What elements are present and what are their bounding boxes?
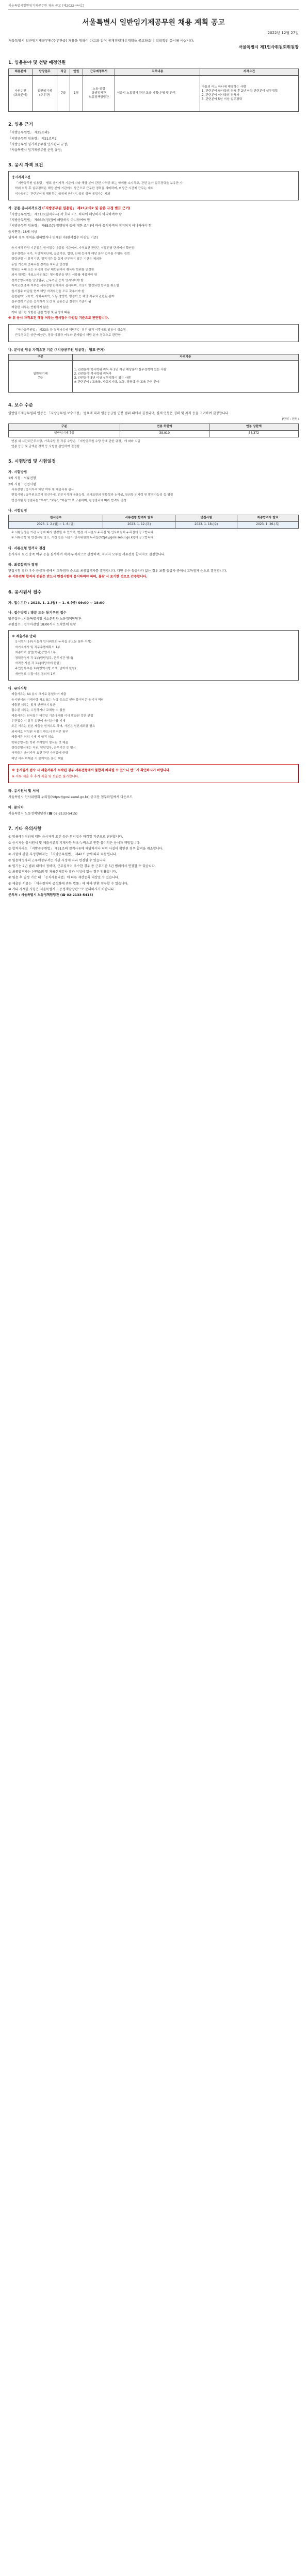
required-document: 응시원서 1부(서울시 인사위원회 누리집 공고문 첨부 서식) xyxy=(15,640,92,644)
schedule-cell-apply: 2023. 1. 2.(월) ~ 1. 6.(금) xyxy=(9,522,103,529)
caution-item: ⑨ 제출된 서류는 「채용절차의 공정화에 관한 법률」에 따라 반환 청구할 수 있습니다. xyxy=(8,882,128,886)
apply-caution: 모든 서류는 원본 제출을 원칙으로 하며, 사본은 원본대조필 필요 xyxy=(11,725,95,728)
required-document: 개인정보 수집·이용 동의서 1부 xyxy=(15,672,56,676)
salary-note: 연봉 등급 및 금액은 경력 등 사항을 감안하여 결정함 xyxy=(11,445,80,449)
apply-caution: 제출서류는 A4 용지 크기로 통일하여 제출 xyxy=(11,693,67,697)
caution-item: ④ 시험에 관한 부정행위자는 「지방공무원법」 제42조 등에 따라 처분됩니다. xyxy=(8,853,117,857)
interview-red-notice: ※ 서류전형 합격자 전원은 반드시 면접시험에 응시하여야 하며, 불참 시 포기한 것으로 간주합니다. xyxy=(8,575,148,579)
document-header-line: 서울특별시일반임기제공무원 채용 공고 (제2022-***호) xyxy=(8,0,299,10)
recruitment-cell-field: 자원순환 (교육분야) xyxy=(9,76,33,112)
grade-col-type: 구분 xyxy=(9,354,73,361)
recruitment-cell-grade: 7급 xyxy=(57,76,70,112)
eligibility-common-label: 가. 공통 응시자격요건 xyxy=(8,206,41,210)
recruitment-cell-qual: 다음의 어느 하나에 해당하는 사람 1. 관련분야 학사학위 취득 후 2년 이상 관련분야 실무경력 2. 관련분야 석사학위 취득자 3. 관련분야 5년 이상 실무경력 xyxy=(200,76,298,112)
final-contact: 문의처 : 서울특별시 노동정책담당관 (☎ 02-2133-5415) xyxy=(8,893,93,897)
eligibility-grade-heading: 나. 분야별 임용 자격요건 기준 (「지방공무원 임용령」 별표 근거) xyxy=(8,347,105,352)
forms-text: 서울특별시 인사위원회 누리집(https://gosi.seoul.go.kr) 공고문 첨부파일에서 다운로드 xyxy=(8,795,133,799)
schedule-col-doc-result: 서류전형 합격자 발표 xyxy=(103,515,175,522)
salary-table xyxy=(8,423,299,437)
eligibility-line: 응시연령: 18세 이상 xyxy=(8,230,37,234)
legal-basis-item: 「지방공무원법」 제25조의5 xyxy=(8,131,50,135)
eligibility-note: 근무경력은 상근·비상근, 정규·비정규 여부와 관계없이 해당 분야 경력으로 판단함 xyxy=(15,334,121,337)
eligibility-detail: 외국 학위는 아포스티유 또는 영사확인을 받은 서류를 제출해야 함 xyxy=(11,274,97,277)
eligibility-box-line: 「지방공무원 임용령」 별표 응시자격 기준에 따라 해당 분야 관련 자격증 또는 학위를 소지하고, 관련 분야 실무경력을 보유한 자 xyxy=(15,181,183,185)
schedule-note: ※ 시험일정은 기관 사정에 따라 변경될 수 있으며, 변경 시 서울시 누리집 및 인사위원회 누리집에 공고합니다. xyxy=(11,531,154,534)
apply-method: 나. 접수방법 : 방문 또는 등기우편 접수 xyxy=(8,610,67,615)
eligibility-detail: 경력증명서에는 담당업무, 근무기간 등이 명시되어야 함 xyxy=(11,279,84,282)
apply-caution-heading: 다. 유의사항 xyxy=(8,686,27,691)
apply-caution: 제출서류는 원서접수 마감일 기준 6개월 이내 발급된 것만 인정 xyxy=(11,714,93,718)
apply-caution: 제출된 서류는 일체 반환하지 않음 xyxy=(11,703,56,707)
forms-heading: 라. 응시원서 및 서식 xyxy=(8,788,39,793)
required-document: 자격증 사본 각 1부(해당자에 한함) xyxy=(15,662,61,665)
eligibility-line: 남자의 경우 병역을 필하였거나 면제된 자(원서접수 마감일 기준) xyxy=(8,236,98,240)
eligibility-detail: 경력산정 시 휴직기간, 정직기간 등 실제 근무하지 않은 기간은 제외함 xyxy=(11,258,102,261)
doc-pass-text: 응시자격 요건 충족 여부 등을 심사하여 적격·부적격으로 판정하며, 적격자 모두를 서류전형 합격자로 결정합니다. xyxy=(8,552,166,556)
apply-caution: 응시원서의 기재사항 착오 또는 누락 등으로 인한 불이익은 응시자 책임 xyxy=(11,698,104,702)
eligibility-box-line: 석사학위는 관련분야에 해당하는 학위에 한하며, 학위 취득 예정자는 제외 xyxy=(15,192,110,196)
recruitment-cell-dept: 노동·공정 상생정책관 노동정책담당관 xyxy=(83,76,115,112)
eligibility-detail: 학위는 국내 또는 외국의 정규 대학원에서 취득한 학위를 인정함 xyxy=(11,268,94,272)
eligibility-common-heading xyxy=(8,206,299,210)
caution-item: ⑦ 최종합격자는 신원조회 및 채용신체검사 결과 이상이 없는 경우 임용합니다. xyxy=(8,870,117,874)
exam-method-detail: 서류전형 : 응시자격 해당 여부 및 제출서류 심사 xyxy=(11,488,74,492)
section-2-title: 2. 임용 근거 xyxy=(8,122,33,128)
recruitment-col-duty: 직무내용 xyxy=(115,69,200,76)
eligibility-line: 「지방공무원법」 제66조(정년)에 해당하지 아니하여야 함 xyxy=(8,218,90,223)
required-document: 경력증명서 각 1부(담당업무, 근무기간 명시) xyxy=(15,656,73,660)
eligibility-note: 「국가공무원법」 제33조 등 결격사유에 해당하는 경우 합격 이후에도 임용이 취소됨 xyxy=(15,328,126,332)
document-title: 서울특별시 일반임기제공무원 채용 계획 공고 xyxy=(82,19,225,27)
legal-basis-item: 「서울특별시 임기제공무원 운영 규정」 xyxy=(8,148,64,152)
eligibility-detail: 원서접수 마감일 현재 해당 자격요건을 모두 갖추어야 함 xyxy=(11,290,85,293)
eligibility-summary-box xyxy=(8,171,299,200)
recruitment-col-count: 인원 xyxy=(70,69,83,76)
apply-caution: 접수된 서류는 수정하거나 교체할 수 없음 xyxy=(11,709,66,713)
apply-method-line: 우편접수 : 접수마감일 18:00까지 도착분에 한함 xyxy=(8,622,76,626)
salary-cell-max: 58,372 xyxy=(209,430,298,437)
recruitment-col-qual: 자격요건 xyxy=(200,69,298,76)
eligibility-detail: 동일 기간에 중복되는 경력은 하나만 인정함 xyxy=(11,263,69,266)
caution-item: ① 임용예정직위에 대한 응시자격 요건 등은 원서접수 마감일 기준으로 판단합니다. xyxy=(8,835,123,839)
exam-method-line: 1차 시험 : 서류전형 xyxy=(8,477,36,481)
apply-red-notice: ※ 응시원서 접수 시 제출서류가 누락된 경우 서류전형에서 불합격 처리될 수 있으니 반드시 확인하시기 바랍니다. xyxy=(12,769,171,773)
salary-col-type: 구분 xyxy=(9,424,120,431)
apply-period: 가. 접수기간 : 2023. 1. 2.(월) ~ 1. 6.(금) 09:00 ~ 18:00 xyxy=(8,600,105,605)
recruitment-cell-duty: 서울시 노동정책 관련 교육 기획·운영 및 관리 xyxy=(115,76,200,112)
apply-caution: 자격증은 응시자격 요건 관련 자격증에 한함 xyxy=(11,752,69,755)
exam-schedule-heading: 나. 시험일정 xyxy=(8,509,27,513)
caution-item: ⑤ 임용예정자의 근무예정부서는 기관 사정에 따라 변경될 수 있습니다. xyxy=(8,858,107,862)
eligibility-box-heading: 응시자격요건 xyxy=(12,176,30,180)
eligibility-detail: 실무경력은 국가, 지방자치단체, 공공기관, 법인, 단체 등에서 해당 분야 업무를 수행한 경력 xyxy=(11,252,130,256)
eligibility-line: 「지방공무원법」 제31조(결격사유) 각 호의 어느 하나에 해당하지 아니하여야 함 xyxy=(8,212,122,216)
section-6-title: 6. 응시원서 접수 xyxy=(8,589,42,595)
salary-intro: 일반임기제공무원의 연봉은 「지방공무원 보수규정」 별표에 따라 임용등급별 연봉 범위 내에서 결정되며, 실제 연봉은 경력 및 자격 등을 고려하여 결정합니다. xyxy=(8,412,230,416)
section-1-title: 1. 임용분야 및 선발 예정인원 xyxy=(8,60,66,66)
final-pass-heading: 라. 최종합격자 결정 xyxy=(8,562,38,567)
caution-item: ② 응시자는 응시원서 및 제출서류의 기재사항 착오·누락으로 인한 불이익은 응시자 책임입니다. xyxy=(8,841,141,845)
exam-method-detail: 면접시험 : 공무원으로서 정신자세, 전문지식과 응용능력, 의사표현의 정확성과 논리성, 창의력·의지력 및 발전가능성 등 평정 xyxy=(11,494,173,497)
salary-cell-min: 38,910 xyxy=(120,430,209,437)
eligibility-note-box xyxy=(8,324,299,342)
salary-col-max: 연봉 상한액 xyxy=(209,424,298,431)
legal-basis-item: 「지방공무원 임기제공무원 인사관리 규정」 xyxy=(8,142,70,146)
apply-caution: 경력증명서에는 직위, 담당업무, 근무기간 등 명시 xyxy=(11,747,76,750)
caution-item: ⑧ 임용 후 일정 기간 내 「공직자윤리법」에 따른 재산등록 대상일 수 있습니다. xyxy=(8,876,119,880)
final-pass-text: 면접시험 결과 우수 등급자 중에서 고득점자 순으로 최종합격자를 결정합니다. 다만 우수 등급자가 없는 경우 보통 등급자 중에서 고득점자 순으로 결정합니다. xyxy=(8,569,227,573)
grade-cell-criteria: 1. 관련분야 학사학위 취득 후 2년 이상 해당분야 실무경력이 있는 사람 2. 관련분야 석사학위 취득자 3. 관련분야 5년 이상 실무경력이 있는 사람 ※ 관련분야 : 교육학, 사회복지학, 노동, 경영학 등 교육 관련 분야 xyxy=(72,361,298,393)
eligibility-detail: 응시자격 판정 기준일은 원서접수 마감일 기준이며, 자격요건 판단은 서류전형 단계에서 확인함 xyxy=(11,247,135,250)
document-intro: 서울특별시 일반임기제공무원(주무관급) 채용을 위하여 다음과 같이 공개경쟁채용계획을 공고하오니 적극적인 응시를 바랍니다. xyxy=(8,39,195,43)
recruitment-col-type: 담당업무 xyxy=(33,69,57,76)
caution-item: ③ 합격자라도 「지방공무원법」 제31조의 결격사유에 해당하거나 허위 사실이 확인된 경우 합격을 취소합니다. xyxy=(8,846,164,851)
recruitment-cell-type: 일반임기제 (주무관) xyxy=(33,76,57,112)
schedule-col-apply: 원서접수 xyxy=(9,515,103,522)
eligibility-common-note: (「지방공무원 임용령」 제21조의2 및 같은 규정 별표 근거) xyxy=(42,206,131,210)
eligibility-detail: 실무경력 기간은 응시자격 요건 및 임용등급 결정의 기준이 됨 xyxy=(11,300,91,304)
issuing-organization: 서울특별시 제1인사위원회위원장 xyxy=(238,45,299,50)
recruitment-col-dept: 근무예정부서 xyxy=(83,69,115,76)
recruitment-col-grade: 직급 xyxy=(57,69,70,76)
caution-item: ⑥ 임기는 2년 범위 내에서 정하며, 근무실적이 우수한 경우 총 근무기간 5년 범위에서 연장할 수 있습니다. xyxy=(8,864,156,868)
doc-pass-heading: 다. 서류전형 합격자 결정 xyxy=(8,546,46,550)
required-documents-heading: ※ 제출서류 안내 xyxy=(12,635,36,639)
recruitment-table xyxy=(8,69,299,112)
section-7-title: 7. 기타 유의사항 xyxy=(8,826,42,832)
recruitment-cell-count: 1명 xyxy=(70,76,83,112)
grade-qualification-table xyxy=(8,354,299,393)
salary-col-min: 연봉 하한액 xyxy=(120,424,209,431)
apply-caution: 해당 서류 미제출 시 불이익은 본인 책임 xyxy=(11,757,63,760)
required-document: 주민등록초본 1부(병역사항 기재, 남자에 한함) xyxy=(15,667,76,671)
section-3-title: 3. 응시 자격 요건 xyxy=(8,163,43,168)
schedule-note: ※ 서류전형 및 면접시험 장소, 시간 등은 서울시 인사위원회 누리집(https://gosi.seoul.go.kr)에 공고합니다. xyxy=(11,536,155,540)
schedule-cell-final: 2023. 1. 26.(목) xyxy=(237,522,298,529)
document-date: 2022년 12월 27일 xyxy=(267,31,299,35)
salary-cell-type: 일반임기제 7급 xyxy=(9,430,120,437)
section-5-title: 5. 시험방법 및 시험일정 xyxy=(8,459,56,465)
exam-method-line: 2차 시험 : 면접시험 xyxy=(8,482,36,486)
eligibility-detail: 관련분야: 교육학, 사회복지학, 노동·경영학, 행정학 등 해당 직무와 관련된 분야 xyxy=(11,295,115,298)
apply-method-line: 방문접수 : 서울특별시청 서소문청사 노동정책담당관 xyxy=(8,617,82,621)
eligibility-red-notice: ※ 위 응시 자격요건 해당 여부는 원서접수 마감일 기준으로 판단합니다. xyxy=(8,316,109,320)
recruitment-col-field: 채용분야 xyxy=(9,69,33,76)
caution-item: ⑩ 기타 자세한 사항은 서울특별시 노동정책담당관으로 문의하시기 바랍니다. xyxy=(8,888,115,892)
schedule-cell-interview: 2023. 1. 18.(수) xyxy=(175,522,237,529)
contact-text: 서울특별시 노동정책담당관 (☎ 02-2133-5415) xyxy=(8,812,77,816)
section-4-title: 4. 보수 수준 xyxy=(8,403,33,409)
grade-col-criteria: 자격기준 xyxy=(72,354,298,361)
grade-cell-type: 일반임기제 7급 xyxy=(9,361,73,393)
apply-red-notice: ※ 서류 제출 후 추가 제출 및 보완은 불가합니다. xyxy=(12,774,79,778)
required-document: 최종학력 졸업(학위)증명서 1부 xyxy=(15,651,56,655)
exam-method-heading: 가. 시험방법 xyxy=(8,470,27,474)
eligibility-detail: 자격요건 충족 여부는 서류전형 단계에서 심사하며, 거짓이 발견되면 합격을 취소함 xyxy=(11,284,119,288)
exam-schedule-table xyxy=(8,515,299,529)
required-document: 자기소개서 및 직무수행계획서 1부 xyxy=(15,646,60,649)
salary-note: 연봉 외 시간외근무수당, 가족수당 등 각종 수당은 「지방공무원 수당 등에 관한 규정」에 따라 지급 xyxy=(11,439,141,443)
apply-red-box xyxy=(8,764,299,783)
apply-caution: 학위증명서는 학위 수여일이 명시된 것 제출 xyxy=(11,741,69,744)
schedule-cell-doc-result: 2023. 1. 12.(목) xyxy=(103,522,175,529)
eligibility-box-line: 학위 취득 후 실무경력은 해당 분야 기관에서 상근으로 근무한 경력을 의미하며, 비상근·시간제 근무는 제외 xyxy=(15,187,154,191)
apply-caution: 외국어로 작성된 서류는 반드시 번역본 첨부 xyxy=(11,730,69,734)
eligibility-detail: 기타 필요한 사항은 관련 법령 및 규정에 따름 xyxy=(11,311,70,315)
schedule-col-interview: 면접시험 xyxy=(175,515,237,522)
apply-caution: 제출서류 허위 기재 시 합격 취소 xyxy=(11,736,54,739)
eligibility-detail: 제출한 서류는 반환하지 않음 xyxy=(11,306,49,309)
salary-unit: (단위 : 천원) xyxy=(282,417,299,421)
eligibility-line: 「지방공무원 임용령」 제65조(부정행위자 등에 대한 조치)에 따라 응시자격이 정지되지 아니하여야 함 xyxy=(8,224,152,228)
contact-heading: 마. 문의처 xyxy=(8,805,24,810)
required-documents-box xyxy=(8,630,299,681)
exam-method-detail: 면접시험 평정결과는 "우수", "보통", "미흡"으로 구분하며, 평정결과에 따라 합격자 결정 xyxy=(11,499,126,502)
schedule-col-final: 최종합격자 발표 xyxy=(237,515,298,522)
legal-basis-item: 「지방공무원 임용령」 제21조의2 xyxy=(8,137,57,141)
apply-caution: 우편접수 시 봉투 겉면에 응시분야를 기재 xyxy=(11,720,66,723)
